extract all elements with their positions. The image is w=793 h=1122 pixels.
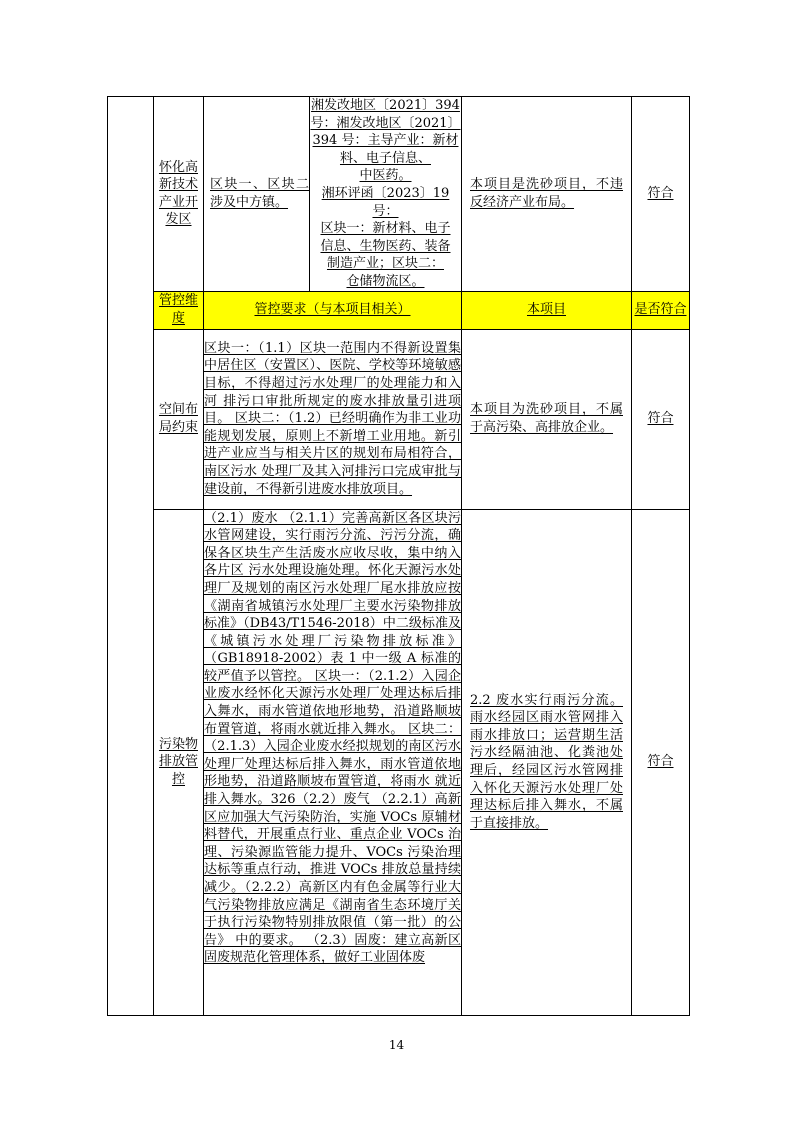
header-result: 是否符合 <box>632 291 690 329</box>
zone-name-cell: 怀化高新技术产业开发区 <box>154 97 204 292</box>
planning-line: 湘发改地区〔2021〕394 <box>311 98 460 113</box>
header-dimension: 管控维度 <box>154 291 204 329</box>
planning-line: 湘环评函〔2023〕19 号： <box>321 185 450 219</box>
pollution-result: 符合 <box>632 509 690 1015</box>
pollution-control-row <box>108 509 690 1015</box>
space-requirement: 区块一：（1.1）区块一范围内不得新设置集中居住区（安置区）、医院、学校等环境敏感目标，不得超过污水处理厂的处理能力和入河 排污口审批所规定的废水排放量引进项目。 区块二：（1.2）已经明确作为非工业功能规划发展，原则上不新增工业用地。新引进产业应当与相关片区的规划布局相符合，南区污水 处理厂及其入河排污口完成审批与建设前，不得新引进废水排放项目。 <box>204 329 462 509</box>
planning-line: 394 号：主导产业：新材 <box>312 133 459 149</box>
space-dimension: 空间布局约束 <box>154 329 204 509</box>
planning-line: 区块一：新材料、电子 <box>320 221 451 237</box>
planning-line: 中医药。 <box>359 168 412 184</box>
pollution-dimension: 污染物排放管控 <box>154 509 204 1015</box>
left-margin-cell <box>108 97 154 1016</box>
page-number: 14 <box>388 1038 405 1052</box>
environmental-compliance-table <box>107 96 690 1016</box>
zone-project-cell: 本项目是洗砂项目，不违反经济产业布局。 <box>462 97 632 292</box>
space-project: 本项目为洗砂项目，不属于高污染、高排放企业。 <box>462 329 632 509</box>
zone-row <box>108 97 690 292</box>
planning-line: 号：湘发改地区〔2021〕 <box>310 115 461 131</box>
planning-line: 信息、生物医药、装备 <box>320 238 451 254</box>
header-row <box>108 291 690 329</box>
planning-basis-cell <box>310 97 462 292</box>
header-project: 本项目 <box>462 291 632 329</box>
zone-scope-cell: 区块一、区块二涉及中方镇。 <box>204 97 310 292</box>
planning-line: 仓储物流区。 <box>346 273 425 289</box>
space-constraint-row <box>108 329 690 509</box>
planning-line: 料、电子信息、 <box>339 150 431 166</box>
pollution-requirement: （2.1）废水 （2.1.1）完善高新区各区块污水管网建设，实行雨污分流、污污分流，确保各区块生产生活废水应收尽收，集中纳入各片区 污水处理设施处理。怀化天源污水处理厂及规划的南区污水处理厂尾水排放应按《湖南省城镇污水处理厂主要水污染物排放标准》（DB43/T1546-2018）中二级标准及《城镇污水处理厂污染物排放标准》（GB18918-2002）表 1 中一级 A 标准的较严值予以管控。 区块一：（2.1.2）入园企业废水经怀化天源污水处理厂处理达标后排入舞水，雨水管道依地形地势，沿道路顺坡布置管道，将雨水就近排入舞水。 区块二：（2.1.3）入园企业废水经拟规划的南区污水处理厂处理达标后排入舞水，雨水管道依地形地势，沿道路顺坡布置管道，将雨水 就近排入舞水。326（2.2）废气 （2.2.1）高新区应加强大气污染防治，实施 VOCs 原辅材料替代，开展重点行业、重点企业 VOCs 治理、污染源监管能力提升、VOCs 污染治理达标等重点行动，推进 VOCs 排放总量持续减少。（2.2.2）高新区内有色金属等行业大气污染物排放应满足《湖南省生态环境厅关于执行污染物特别排放限值（第一批）的公告》 中的要求。 （2.3）固废：建立高新区固废规范化管理体系，做好工业固体废 <box>204 509 462 1015</box>
planning-line: 制造产业；区块二： <box>326 256 444 272</box>
space-result: 符合 <box>632 329 690 509</box>
header-requirement: 管控要求（与本项目相关） <box>204 291 462 329</box>
zone-result-cell: 符合 <box>632 97 690 292</box>
pollution-project: 2.2 废水实行雨污分流。雨水经园区雨水管网排入雨水排放口；运营期生活污水经隔油池、化粪池处理后，经园区污水管网排入怀化天源污水处理厂处理达标后排入舞水，不属于直接排放。 <box>462 509 632 1015</box>
